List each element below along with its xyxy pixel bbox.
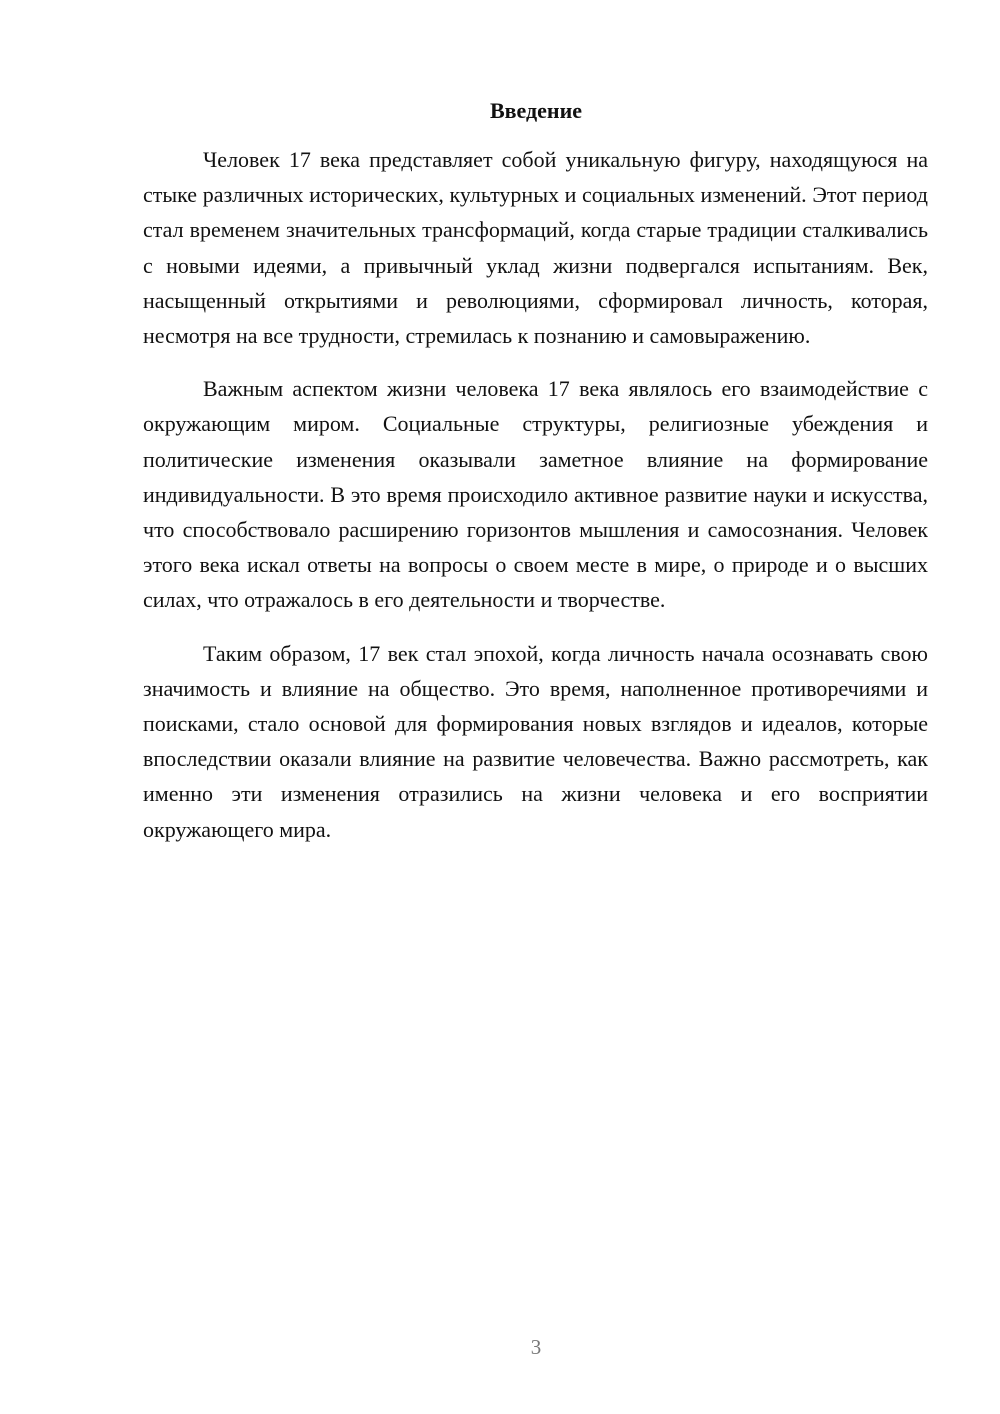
paragraph-2: Важным аспектом жизни человека 17 века являлось его взаимодействие с окружающим миром. Социальные структуры, религиозные убеждения и политические изменения оказывали заметное влияние на формирование индивидуальности. В это время происходило активное развитие науки и искусства, что способствовало расширению горизонтов мышления и самосознания. Человек этого века искал ответы на вопросы о своем месте в мире, о природе и о высших силах, что отражалось в его деятельности и творчестве. [143,376,928,613]
document-body [143,142,928,865]
page-number: 3 [530,1335,542,1359]
paragraph-1: Человек 17 века представляет собой уникальную фигуру, находящуюся на стыке различных исторических, культурных и социальных изменений. Этот период стал временем значительных трансформаций, когда старые традиции сталкивались с новыми идеями, а привычный уклад жизни подвергался испытаниям. Век, насыщенный открытиями и революциями, сформировал личность, которая, несмотря на все трудности, стремилась к познанию и самовыражению. [143,147,928,349]
section-title: Введение [489,98,583,123]
paragraph-3: Таким образом, 17 век стал эпохой, когда личность начала осознавать свою значимость и влияние на общество. Это время, наполненное противоречиями и поисками, стало основой для формирования новых взглядов и идеалов, которые впоследствии оказали влияние на развитие человечества. Важно рассмотреть, как именно эти изменения отразились на жизни человека и его восприятии окружающего мира. [143,640,928,842]
